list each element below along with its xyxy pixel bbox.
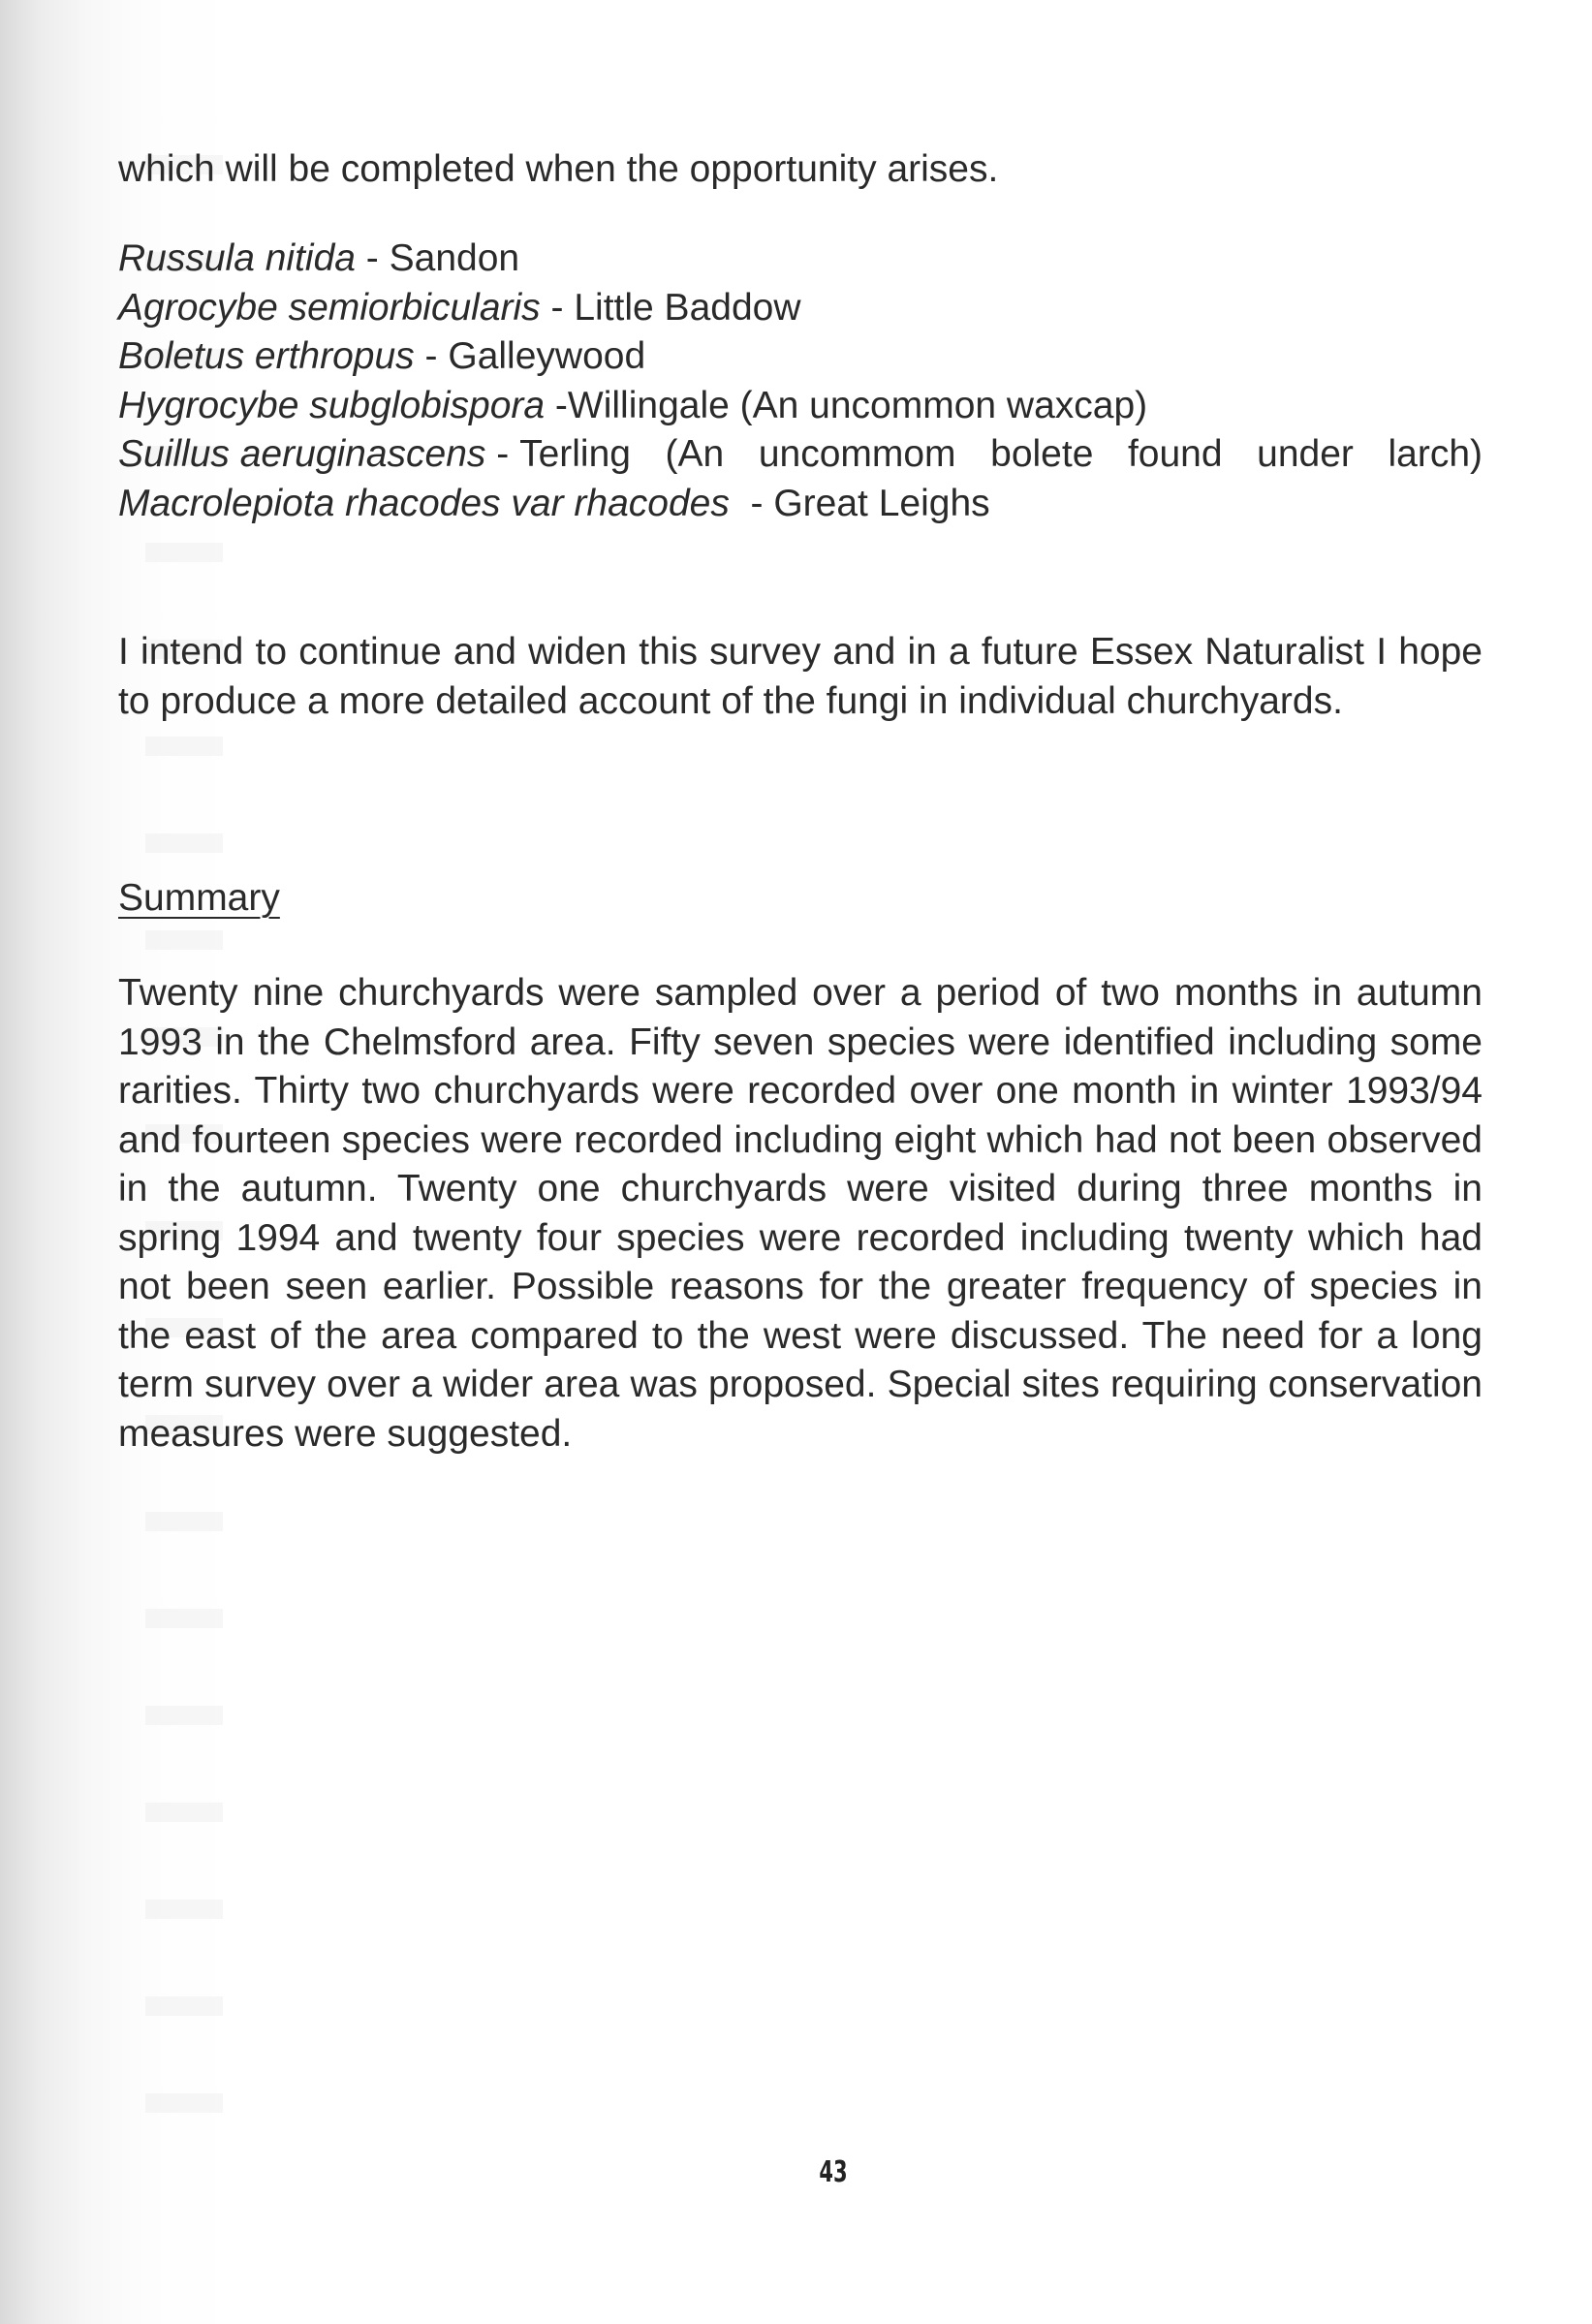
species-site: Galleywood	[448, 335, 646, 377]
species-name: Suillus aeruginascens	[118, 433, 486, 475]
species-name: Macrolepiota rhacodes var rhacodes	[118, 482, 730, 524]
species-list	[118, 235, 1483, 528]
intend-paragraph: I intend to continue and widen this survey and in a future Essex Naturalist I hope to produce a more detailed account of the fungi in individual churchyards.	[118, 631, 1483, 722]
species-item	[118, 480, 1483, 529]
species-separator: -	[540, 286, 575, 329]
species-separator: -	[414, 335, 449, 377]
intro-line: which will be completed when the opportunity arises.	[118, 148, 999, 190]
species-site: Little Baddow	[574, 286, 801, 329]
species-item	[118, 235, 1483, 284]
species-item	[118, 284, 1483, 333]
species-name: Russula nitida	[118, 237, 356, 279]
page-number: 43	[819, 2155, 848, 2189]
species-separator: -	[355, 237, 390, 279]
species-item	[118, 430, 1483, 480]
species-site: Great Leighs	[773, 482, 990, 524]
summary-heading: Summary	[118, 877, 280, 919]
species-separator: -	[729, 482, 774, 524]
species-name: Hygrocybe subglobispora	[118, 384, 546, 426]
species-site: Willingale (An uncommon waxcap)	[567, 384, 1148, 426]
species-item	[118, 332, 1483, 382]
species-name: Boletus erthropus	[118, 335, 415, 377]
summary-paragraph: Twenty nine churchyards were sampled over a period of two months in autumn 1993 in the Chelmsford area. Fifty seven species were identified including some rarities. Thirty two churchyards were recorded over one month in winter 1993/94 and fourteen species were recorded including eight which had not been observed in the autumn. Twenty one churchyards were visited during three months in spring 1994 and twenty four species were recorded including twenty which had not been seen earlier. Possible reasons for the greater frequency of species in the east of the area compared to the west were discussed. The need for a long term survey over a wider area was proposed. Special sites requiring conservation measures were suggested.	[118, 972, 1483, 1455]
species-site: Sandon	[389, 237, 520, 279]
species-separator: -	[485, 433, 520, 475]
species-separator: -	[545, 384, 568, 426]
species-item	[118, 382, 1483, 431]
species-name: Agrocybe semiorbicularis	[118, 286, 541, 329]
species-site: Terling (An uncommom bolete found under larch)	[519, 433, 1483, 475]
